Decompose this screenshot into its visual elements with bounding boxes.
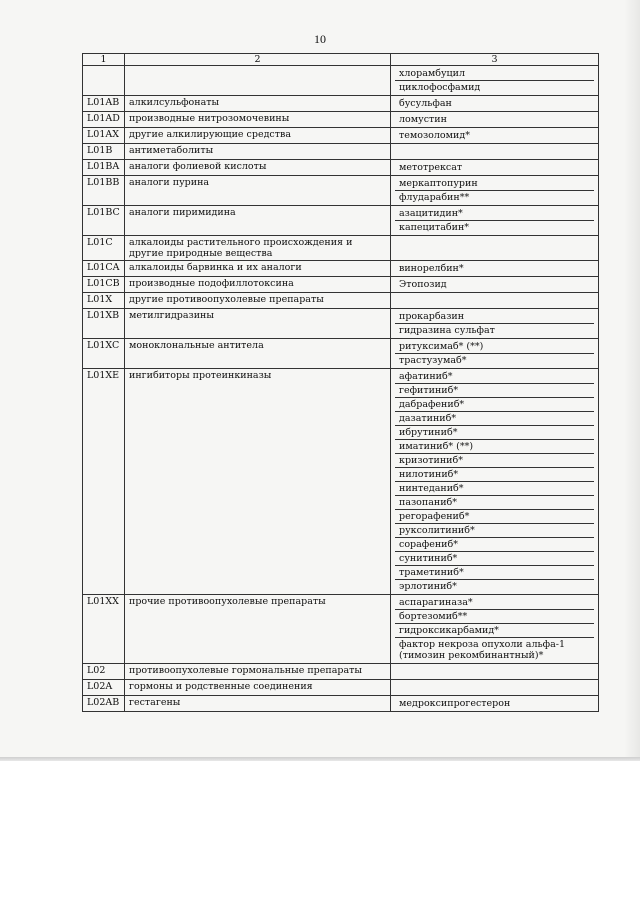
atc-code-cell: L01CB [83, 277, 125, 293]
drug-name: Этопозид [399, 279, 447, 290]
group-name-cell: аналоги пурина [125, 176, 391, 206]
drug-name: ибрутиниб* [395, 425, 594, 439]
atc-code-cell: L01XC [83, 339, 125, 369]
drug-name: хлорамбуцил [399, 68, 466, 79]
drug-name: темозоломид* [399, 130, 470, 141]
drug-name: винорелбин* [399, 263, 464, 274]
table-row [83, 309, 599, 339]
drug-name: кризотиниб* [395, 453, 594, 467]
drug-list-cell [391, 112, 599, 128]
page-shadow [624, 0, 640, 760]
atc-code-cell: L01C [83, 236, 125, 261]
atc-code-cell: L01CA [83, 261, 125, 277]
drug-name: пазопаниб* [395, 495, 594, 509]
drug-list-cell [391, 66, 599, 96]
group-name-cell: алкалоиды растительного происхождения и другие природные вещества [125, 236, 391, 261]
drug-name: иматиниб* (**) [395, 439, 594, 453]
table-row [83, 277, 599, 293]
table-header-row [83, 54, 599, 66]
drug-list-cell [391, 160, 599, 176]
group-name-cell: гормоны и родственные соединения [125, 680, 391, 696]
page-number: 10 [314, 32, 326, 46]
drug-name: циклофосфамид [395, 80, 594, 94]
drug-list-cell [391, 176, 599, 206]
drug-name: дабрафениб* [395, 397, 594, 411]
group-name-cell: производные подофиллотоксина [125, 277, 391, 293]
drug-name: фактор некроза опухоли альфа-1 (тимозин рекомбинантный)* [395, 637, 594, 662]
atc-code-cell: L01XX [83, 595, 125, 664]
drug-classification-table [82, 53, 599, 712]
atc-code-cell: L01BC [83, 206, 125, 236]
drug-name: ломустин [399, 114, 447, 125]
table-row [83, 293, 599, 309]
table-row [83, 96, 599, 112]
atc-code-cell: L01B [83, 144, 125, 160]
atc-code-cell: L01BA [83, 160, 125, 176]
drug-name: медроксипрогестерон [399, 698, 511, 709]
drug-list-cell [391, 369, 599, 595]
drug-name: нинтеданиб* [395, 481, 594, 495]
drug-name: гидроксикарбамид* [395, 623, 594, 637]
sheet-bottom-edge [0, 757, 640, 761]
group-name-cell: аналоги фолиевой кислоты [125, 160, 391, 176]
drug-list-cell [391, 96, 599, 112]
drug-list-cell [391, 696, 599, 712]
column-header: 3 [391, 54, 599, 66]
group-name-cell: ингибиторы протеинкиназы [125, 369, 391, 595]
drug-list-cell [391, 236, 599, 261]
drug-list-cell [391, 277, 599, 293]
column-header: 2 [125, 54, 391, 66]
atc-code-cell: L01AX [83, 128, 125, 144]
drug-list-cell [391, 206, 599, 236]
group-name-cell: другие алкилирующие средства [125, 128, 391, 144]
table-row [83, 680, 599, 696]
drug-name: дазатиниб* [395, 411, 594, 425]
drug-name [395, 665, 594, 678]
table-row [83, 369, 599, 595]
atc-code-cell: L01BB [83, 176, 125, 206]
table-row [83, 236, 599, 261]
drug-name: бортезомиб** [395, 609, 594, 623]
table-row [83, 206, 599, 236]
drug-name: меркаптопурин [399, 178, 478, 189]
table-row [83, 176, 599, 206]
atc-code-cell: L02 [83, 664, 125, 680]
table-row [83, 144, 599, 160]
atc-code-cell: L01XE [83, 369, 125, 595]
table-row [83, 664, 599, 680]
drug-name: руксолитиниб* [395, 523, 594, 537]
group-name-cell: аналоги пиримидина [125, 206, 391, 236]
drug-name: гефитиниб* [395, 383, 594, 397]
group-name-cell: другие противоопухолевые препараты [125, 293, 391, 309]
drug-name [395, 237, 594, 250]
drug-name: регорафениб* [395, 509, 594, 523]
atc-code-cell: L01X [83, 293, 125, 309]
table-body [83, 66, 599, 712]
table-row [83, 112, 599, 128]
drug-list-cell [391, 664, 599, 680]
group-name-cell: гестагены [125, 696, 391, 712]
drug-name: азацитидин* [399, 208, 463, 219]
drug-name: аспарагиназа* [399, 597, 473, 608]
table-row [83, 128, 599, 144]
drug-name [395, 294, 594, 307]
table-row [83, 261, 599, 277]
table-row [83, 595, 599, 664]
drug-name: трастузумаб* [395, 353, 594, 367]
group-name-cell: противоопухолевые гормональные препараты [125, 664, 391, 680]
atc-code-cell [83, 66, 125, 96]
atc-code-cell: L01AB [83, 96, 125, 112]
group-name-cell: моноклональные антитела [125, 339, 391, 369]
group-name-cell [125, 66, 391, 96]
group-name-cell: производные нитрозомочевины [125, 112, 391, 128]
column-header: 1 [83, 54, 125, 66]
drug-list-cell [391, 293, 599, 309]
group-name-cell: алкилсульфонаты [125, 96, 391, 112]
drug-name: гидразина сульфат [395, 323, 594, 337]
drug-name: прокарбазин [399, 311, 465, 322]
drug-list-cell [391, 339, 599, 369]
group-name-cell: алкалоиды барвинка и их аналоги [125, 261, 391, 277]
drug-name: траметиниб* [395, 565, 594, 579]
drug-name: нилотиниб* [395, 467, 594, 481]
drug-name: эрлотиниб* [395, 579, 594, 593]
group-name-cell: прочие противоопухолевые препараты [125, 595, 391, 664]
atc-code-cell: L02AB [83, 696, 125, 712]
drug-name [395, 681, 594, 694]
atc-code-cell: L01XB [83, 309, 125, 339]
drug-name: бусульфан [399, 98, 452, 109]
table-row [83, 339, 599, 369]
group-name-cell: антиметаболиты [125, 144, 391, 160]
table-row [83, 160, 599, 176]
drug-name: сорафениб* [395, 537, 594, 551]
drug-name: сунитиниб* [395, 551, 594, 565]
drug-name [395, 145, 594, 158]
drug-name: ритуксимаб* (**) [399, 341, 484, 352]
drug-list-cell [391, 128, 599, 144]
drug-list-cell [391, 261, 599, 277]
drug-list-cell [391, 680, 599, 696]
drug-name: метотрексат [399, 162, 463, 173]
drug-name: афатиниб* [399, 371, 453, 382]
atc-code-cell: L01AD [83, 112, 125, 128]
atc-code-cell: L02A [83, 680, 125, 696]
drug-name: флударабин** [395, 190, 594, 204]
drug-name: капецитабин* [395, 220, 594, 234]
drug-list-cell [391, 309, 599, 339]
drug-list-cell [391, 595, 599, 664]
group-name-cell: метилгидразины [125, 309, 391, 339]
drug-list-cell [391, 144, 599, 160]
table-row [83, 66, 599, 96]
table-row [83, 696, 599, 712]
